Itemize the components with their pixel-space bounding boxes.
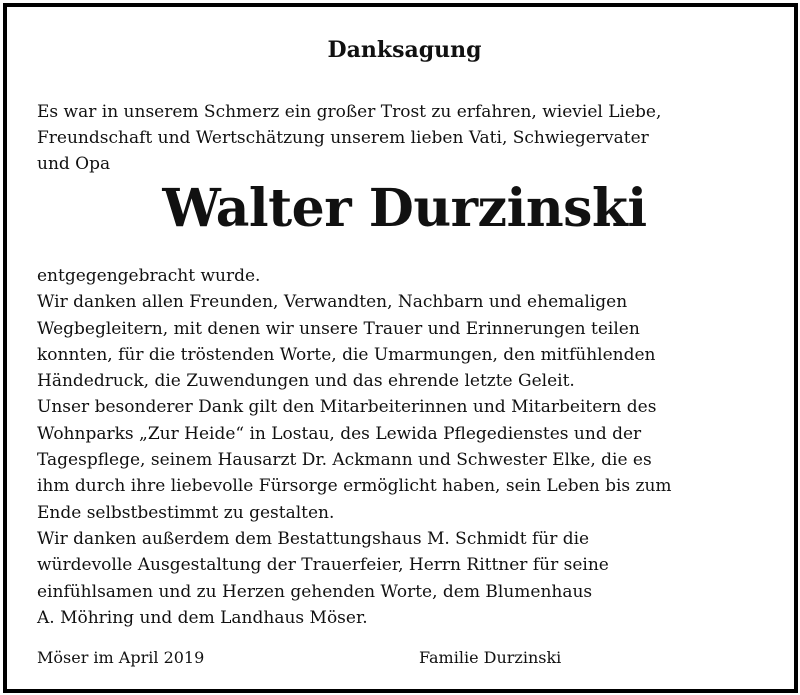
notice-border	[3, 3, 798, 693]
body-line: Wir danken außerdem dem Bestattungshaus M. Schmidt für die	[37, 528, 590, 549]
intro-line: Es war in unserem Schmerz ein großer Trost zu erfahren, wieviel Liebe,	[37, 102, 662, 122]
notice-footer	[37, 647, 772, 669]
body-line: konnten, für die tröstenden Worte, die Umarmungen, den mitfühlenden	[37, 344, 656, 365]
body-line: einfühlsamen und zu Herzen gehenden Worte, dem Blumenhaus	[37, 581, 593, 602]
body-line: A. Möhring und dem Landhaus Möser.	[37, 607, 368, 628]
body-line: Tagespflege, seinem Hausarzt Dr. Ackmann und Schwester Elke, die es	[37, 450, 652, 471]
body-line: würdevolle Ausgestaltung der Trauerfeier, Herrn Rittner für seine	[37, 555, 609, 576]
intro-paragraph	[37, 99, 772, 177]
body-line: Ende selbstbestimmt zu gestalten.	[37, 502, 335, 523]
intro-line: Freundschaft und Wertschätzung unserem lieben Vati, Schwiegervater	[37, 128, 649, 148]
body-line: Wir danken allen Freunden, Verwandten, Nachbarn und ehemaligen	[37, 292, 628, 313]
body-line: Unser besonderer Dank gilt den Mitarbeiterinnen und Mitarbeitern des	[37, 397, 657, 418]
body-line: Händedruck, die Zuwendungen und das ehrende letzte Geleit.	[37, 371, 575, 392]
family-signature: Familie Durzinski	[419, 648, 562, 667]
deceased-name: Walter Durzinski	[162, 178, 647, 239]
body-line: Wegbegleitern, mit denen wir unsere Trauer und Erinnerungen teilen	[37, 318, 640, 339]
notice-heading: Danksagung	[327, 37, 482, 63]
body-line: Wohnparks „Zur Heide“ in Lostau, des Lewida Pflegedienstes und der	[37, 423, 642, 444]
body-line: ihm durch ihre liebevolle Fürsorge ermöglicht haben, sein Leben bis zum	[37, 476, 672, 497]
notice-content	[37, 35, 772, 667]
body-line: entgegengebracht wurde.	[37, 266, 261, 286]
intro-line: und Opa	[37, 154, 111, 174]
place-date: Möser im April 2019	[37, 648, 205, 667]
body-paragraph	[37, 263, 772, 631]
